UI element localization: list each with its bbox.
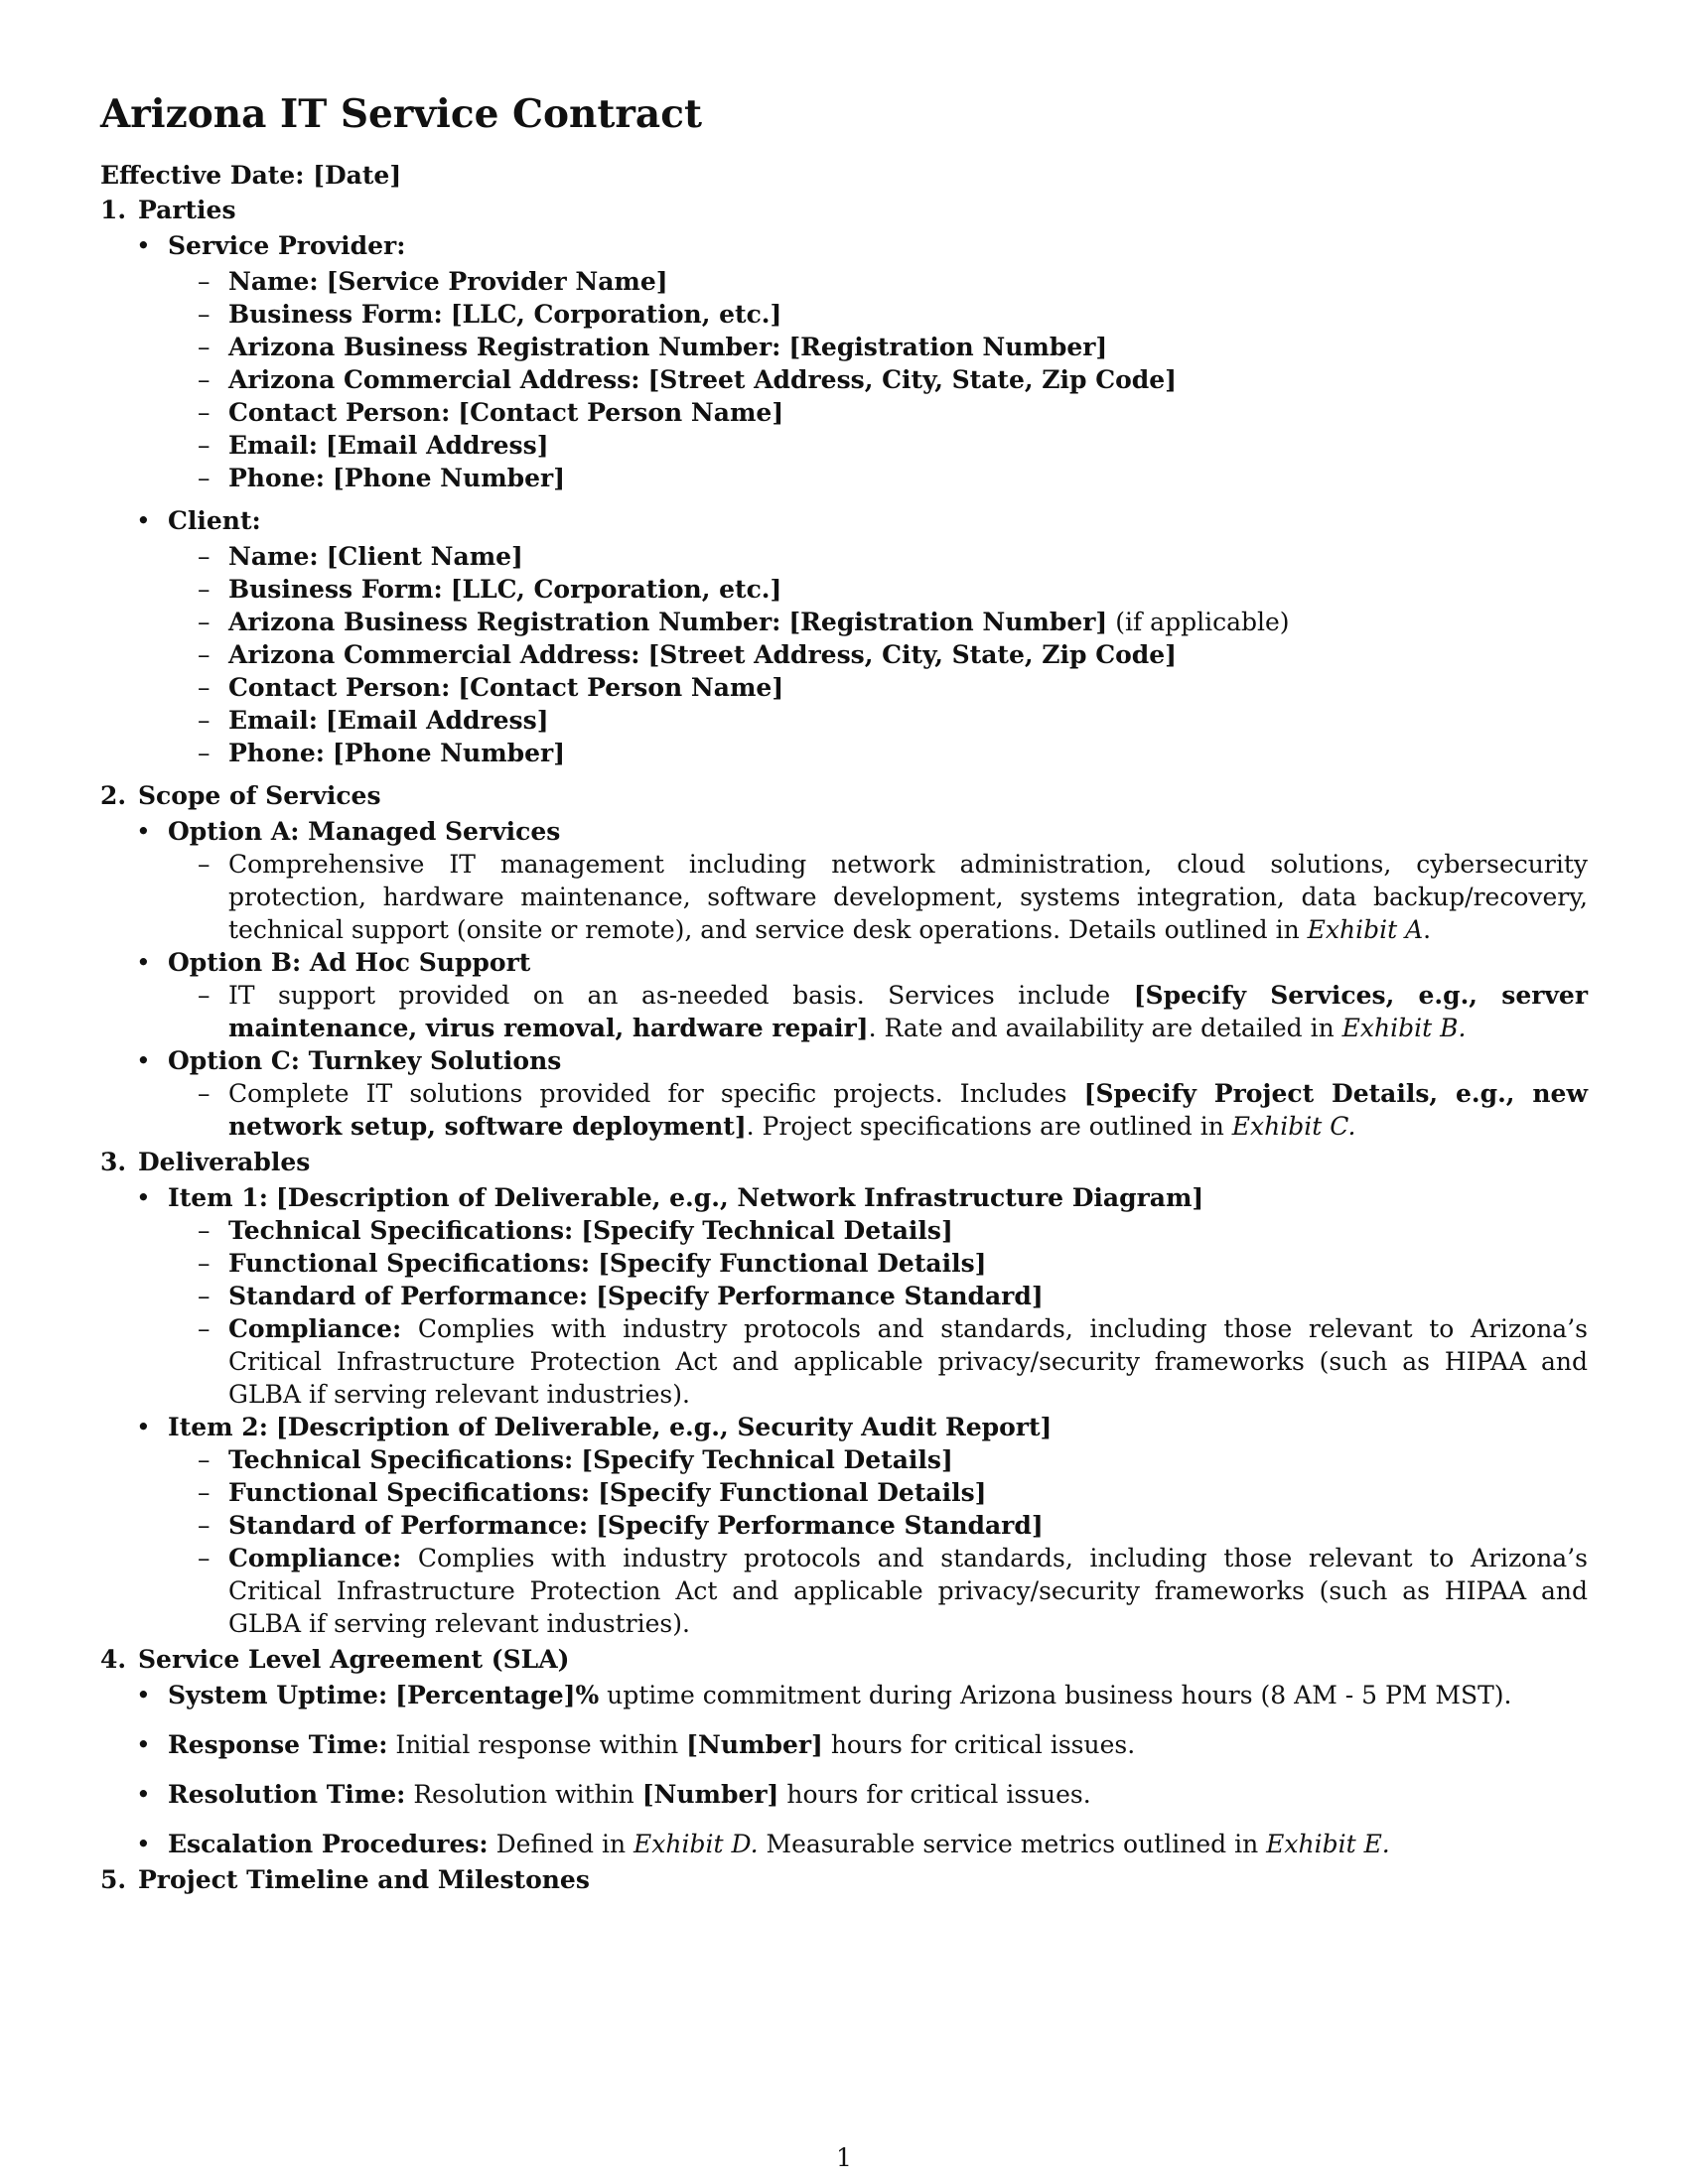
option-b: • Option B: Ad Hoc Support – IT support provided on an as-needed basis. Services include [Specify Services, e.g., server maintenance, virus removal, hardware repair]. Rate and availability are detailed in Exhibit B. [136,948,1589,1042]
deliverable-item: • Item 1: [Description of Deliverable, e.g., Network Infrastructure Diagram] – Technical Specifications: [Specify Technical Details] – Functional Specifications: [Specify Functional Details] – Standard of Performance: [Specify Performance Standard] – Compliance: Complies with industry protocols and standards, including those relevant to Arizona’s Critical Infrastructure Protection Act and applicable privacy/security frameworks (such as HIPAA and GLBA if serving relevant industries). [136,1183,1588,1409]
scope-list [100,815,1588,1143]
provider-field: – Arizona Commercial Address: [Street Address, City, State, Zip Code] [198,365,1177,394]
parties-list [100,229,1588,769]
deliverable-compliance: – Compliance: Complies with industry protocols and standards, including those relevant to Arizona’s Critical Infrastructure Protection Act and applicable privacy/security frameworks (such as HIPAA and GLBA if serving relevant industries). [198,1314,1588,1409]
section-sla-heading: 4. Service Level Agreement (SLA) [100,1645,570,1674]
deliverable-spec: – Technical Specifications: [Specify Technical Details] [198,1445,953,1474]
client-field: – Arizona Commercial Address: [Street Address, City, State, Zip Code] [198,640,1177,669]
deliverable-spec: – Technical Specifications: [Specify Technical Details] [198,1216,953,1245]
service-provider-fields [168,265,1588,494]
section-timeline-heading: 5. Project Timeline and Milestones [100,1865,590,1894]
effective-date-label: Effective Date: [100,161,305,190]
provider-field: – Business Form: [LLC, Corporation, etc.] [198,300,782,329]
deliverable-spec: – Functional Specifications: [Specify Functional Details] [198,1478,987,1507]
option-a: • Option A: Managed Services – Comprehensive IT management including network administration, cloud solutions, cybersecurity protection, hardware maintenance, software development, systems integration, data backup/recovery, technical support (onsite or remote), and service desk operations. Details outlined in Exhibit A. [136,817,1588,944]
client-title: Client: [168,506,261,535]
document-page [100,91,1588,1896]
sla-escalation: • Escalation Procedures: Defined in Exhibit D. Measurable service metrics outlined in Exhibit E. [136,1830,1390,1858]
client-block [100,504,1588,769]
client-field: – Business Form: [LLC, Corporation, etc.] [198,575,782,604]
deliverable-item: • Item 2: [Description of Deliverable, e.g., Security Audit Report] – Technical Specifications: [Specify Technical Details] – Functional Specifications: [Specify Functional Details] – Standard of Performance: [Specify Performance Standard] – Compliance: Complies with industry protocols and standards, including those relevant to Arizona’s Critical Infrastructure Protection Act and applicable privacy/security frameworks (such as HIPAA and GLBA if serving relevant industries). [136,1413,1588,1638]
deliverables-list [100,1181,1588,1640]
bullet: • [136,231,151,260]
page-number: 1 [836,2143,852,2172]
service-provider-block [100,229,1588,494]
client-field: – Arizona Business Registration Number: [Registration Number] (if applicable) [198,608,1290,636]
section-scope-heading: 2. Scope of Services [100,781,381,810]
provider-field: – Name: [Service Provider Name] [198,267,668,296]
sla-uptime: • System Uptime: [Percentage]% uptime commitment during Arizona business hours (8 AM - 5 PM MST). [136,1681,1512,1709]
provider-field: – Phone: [Phone Number] [198,464,566,492]
effective-date-value: [Date] [313,161,402,190]
service-provider-title: Service Provider: [168,231,406,260]
client-field: – Contact Person: [Contact Person Name] [198,673,784,702]
provider-field: – Email: [Email Address] [198,431,549,460]
sla-response-time: • Response Time: Initial response within [Number] hours for critical issues. [136,1730,1136,1759]
section-deliverables-heading: 3. Deliverables [100,1148,311,1176]
sla-resolution-time: • Resolution Time: Resolution within [Number] hours for critical issues. [136,1780,1091,1809]
sla-list [100,1679,1588,1860]
deliverable-spec: – Standard of Performance: [Specify Performance Standard] [198,1511,1044,1540]
effective-date [100,159,1588,192]
client-fields [168,540,1588,769]
deliverable-spec: – Functional Specifications: [Specify Functional Details] [198,1249,987,1278]
option-b-description: – IT support provided on an as-needed basis. Services include [Specify Services, e.g., server maintenance, virus removal, hardware repair]. Rate and availability are detailed in Exhibit B. [198,981,1589,1042]
client-field: – Phone: [Phone Number] [198,739,566,767]
provider-field: – Arizona Business Registration Number: [Registration Number] [198,333,1108,361]
section-parties-heading: 1. Parties [100,196,236,224]
option-a-description: – Comprehensive IT management including network administration, cloud solutions, cybersecurity protection, hardware maintenance, software development, systems integration, data backup/recovery, technical support (onsite or remote), and service desk operations. Details outlined in Exhibit A. [198,850,1588,944]
option-c-description: – Complete IT solutions provided for specific projects. Includes [Specify Project Details, e.g., new network setup, software deployment]. Project specifications are outlined in Exhibit C. [198,1079,1588,1141]
option-c: • Option C: Turnkey Solutions – Complete IT solutions provided for specific projects. Includes [Specify Project Details, e.g., new network setup, software deployment]. Project specifications are outlined in Exhibit C. [136,1046,1588,1141]
client-field: – Name: [Client Name] [198,542,523,571]
document-title: Arizona IT Service Contract [100,91,702,137]
deliverable-spec: – Standard of Performance: [Specify Performance Standard] [198,1282,1044,1310]
deliverable-compliance: – Compliance: Complies with industry protocols and standards, including those relevant to Arizona’s Critical Infrastructure Protection Act and applicable privacy/security frameworks (such as HIPAA and GLBA if serving relevant industries). [198,1544,1588,1638]
provider-field: – Contact Person: [Contact Person Name] [198,398,784,427]
bullet: • [136,506,151,535]
client-field: – Email: [Email Address] [198,706,549,735]
